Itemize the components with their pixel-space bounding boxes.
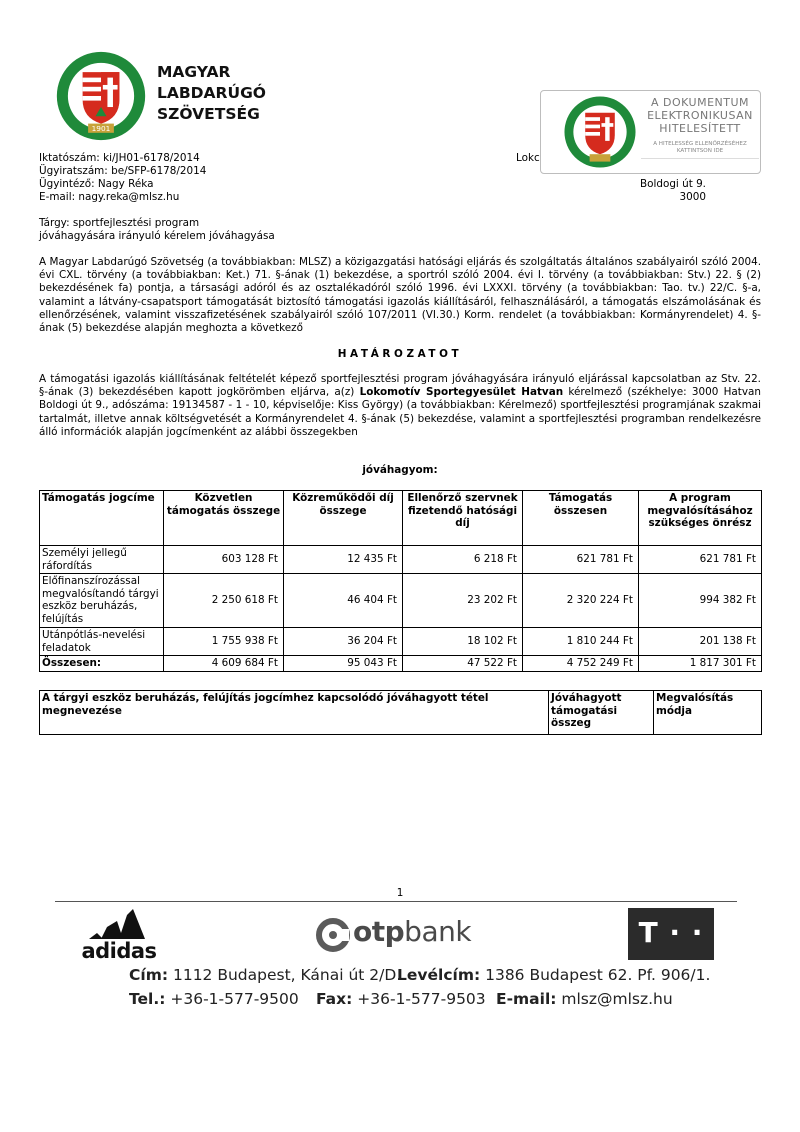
recipient-address [600,178,706,204]
cell-fee: 12 435 Ft [284,546,403,574]
adidas-wordmark: adidas [81,939,157,963]
e-authentication-stamp[interactable] [540,90,761,174]
telekom-logo [628,908,714,960]
officer-email: E-mail: nagy.reka@mlsz.hu [39,191,180,204]
stamp-verify-link[interactable]: A HITELESSÉG ELLENŐRZÉSÉHEZ KATTINTSON IDE [653,141,747,154]
col-header: A program megvalósításához szükséges önrész [639,491,762,546]
cell-authority-fee: 47 522 Ft [403,656,523,672]
footer-label: Cím: [129,966,169,984]
table-row [40,546,762,574]
filing-number: Iktatószám: ki/JH01-6178/2014 [39,152,200,164]
subject-line: Tárgy: sportfejlesztési program [39,217,200,229]
col-header: A tárgyi eszköz beruházás, felújítás jogcímhez kapcsolódó jóváhagyott tétel megnevezése [40,691,549,735]
stamp-line: HITELESÍTETT [659,122,741,135]
footer-value[interactable]: mlsz@mlsz.hu [556,990,673,1008]
cell-own-share: 994 382 Ft [639,574,762,628]
table-row [40,574,762,628]
decision-text: kérelmező (székhelye: 3000 Hatvan Boldogi út 9., adószáma: 19134587 - 1 - 10, képviselője: Kiss György) (a továbbiakban: Kérelmező) sportfejlesztési programjának szakmai tartalmát, illetve annak költségvetését a Kormányrendelet 4. §-ának (5) bekezdése, valamint a sportfejlesztési programban rendelkezésre álló információk alapján jogcímenként az alábbi összegekben [39,386,761,438]
cell-direct: 4 609 684 Ft [164,656,284,672]
footer-divider [55,901,737,902]
row-label: Előfinanszírozással megvalósítandó tárgyi eszköz beruházás, felújítás [40,574,164,628]
table-header-row [40,691,762,735]
col-header: Közvetlen támogatás összege [164,491,284,546]
footer-phone [129,990,299,1010]
table-header-row [40,491,762,546]
decision-title: HATÁROZATOT [337,348,463,360]
row-label: Személyi jellegű ráfordítás [40,546,164,574]
cell-fee: 95 043 Ft [284,656,403,672]
intro-paragraph: A Magyar Labdarúgó Szövetség (a továbbiakban: MLSZ) a közigazgatási hatósági eljárás és szolgáltatás általános szabályairól szóló 2004. évi CXL. törvény (a továbbiakban: Ket.) 71. §-ának (1) bekezdése, a sportról szóló 2004. évi I. törvény (a továbbiakban: Stv.) 22. § (2) bekezdésének fa) pontja, a társasági adóról és az osztalékadóról szóló 1996. évi LXXXI. törvény (a továbbiakban: Tao. tv.) 22/C. §-a, valamint a látvány-csapatsport támogatását biztosító támogatási igazolás kiállításáról, felhasználásáról, a támogatás elszámolásának és ellenőrzésének, valamint visszafizetésének szabályairól szóló 107/2011 (VI.30.) Korm. rendelet (a továbbiakban: Kormányrendelet) 4. §-ának (5) bekezdése alapján meghozta a következő [39,256,761,335]
table-total-row [40,656,762,672]
footer-address [129,966,401,986]
stamp-line: A DOKUMENTUM [650,96,750,109]
seal-year: 1901 [91,123,111,133]
case-metadata [39,152,206,204]
table-row [40,628,762,656]
decision-paragraph [39,373,761,439]
stamp-seal-logo [563,95,637,169]
cell-own-share: 1 817 301 Ft [639,656,762,672]
footer-value: +36-1-577-9500 [165,990,299,1008]
row-label: Utánpótlás-nevelési feladatok [40,628,164,656]
otp-wordmark-light: bank [404,915,472,948]
cell-authority-fee: 18 102 Ft [403,628,523,656]
footer-postal-address [397,966,710,986]
stamp-text [641,96,759,164]
case-officer: Ügyintéző: Nagy Réka [39,178,154,191]
cell-direct: 603 128 Ft [164,546,284,574]
cell-total: 4 752 249 Ft [523,656,639,672]
cell-own-share: 201 138 Ft [639,628,762,656]
page-number: 1 [396,887,404,899]
footer-email[interactable] [496,990,673,1010]
org-name [157,62,266,125]
stamp-line: ELEKTRONIKUSAN [647,109,753,122]
footer-label: Tel.: [129,990,166,1008]
cell-own-share: 621 781 Ft [639,546,762,574]
cell-authority-fee: 6 218 Ft [403,546,523,574]
cell-total: 2 320 224 Ft [523,574,639,628]
case-file-number: Ügyiratszám: be/SFP-6178/2014 [39,165,207,178]
cell-fee: 46 404 Ft [284,574,403,628]
address-postcode: 3000 [679,191,706,204]
col-header: Támogatás jogcíme [40,491,164,546]
footer-value: 1112 Budapest, Kánai út 2/D. [168,966,402,984]
footer-label: E-mail: [496,990,557,1008]
mlsz-seal-logo [55,50,147,142]
footer-label: Fax: [316,990,353,1008]
cell-total: 621 781 Ft [523,546,639,574]
approve-label: jóváhagyom: [362,464,438,476]
otp-wordmark [353,914,471,949]
cell-direct: 2 250 618 Ft [164,574,284,628]
club-name: Lokomotív Sportegyesület Hatvan [359,386,564,399]
otp-logo-icon [316,918,350,952]
cell-direct: 1 755 938 Ft [164,628,284,656]
col-header: Jóváhagyott támogatási összeg [549,691,654,735]
otp-wordmark-bold: otp [353,915,405,948]
cell-authority-fee: 23 202 Ft [403,574,523,628]
telekom-t-icon: T · · [638,916,704,949]
subject-line: jóváhagyására irányuló kérelem jóváhagyása [39,230,275,243]
org-name-line: MAGYAR [157,63,231,81]
col-header: Közreműködői díj összege [284,491,403,546]
row-label: Összesen: [40,656,164,672]
cell-fee: 36 204 Ft [284,628,403,656]
footer-label: Levélcím: [397,966,481,984]
org-name-line: LABDARÚGÓ [157,84,266,102]
org-name-line: SZÖVETSÉG [157,105,260,123]
col-header: Ellenőrző szervnek fizetendő hatósági díj [403,491,523,546]
footer-fax [316,990,486,1010]
col-header: Megvalósítás módja [654,691,762,735]
address-street: Boldogi út 9. [640,178,706,190]
decision-text: A támogatási igazolás kiállításának feltételét képező sportfejlesztési program jóváhagyására irányuló eljárással kapcsolatban az Stv. 22. §-ának (3) bekezdésében kapott jogkörömben eljárva, a(z) [39,373,761,399]
approved-amounts-table [39,490,762,672]
cell-total: 1 810 244 Ft [523,628,639,656]
subject [39,217,275,243]
col-header: Támogatás összesen [523,491,639,546]
footer-value: +36-1-577-9503 [352,990,486,1008]
recipient-name-partial: Lokc [516,152,540,164]
stamp-footer-rule [641,158,759,164]
footer-value: 1386 Budapest 62. Pf. 906/1. [480,966,711,984]
asset-items-table [39,690,762,735]
